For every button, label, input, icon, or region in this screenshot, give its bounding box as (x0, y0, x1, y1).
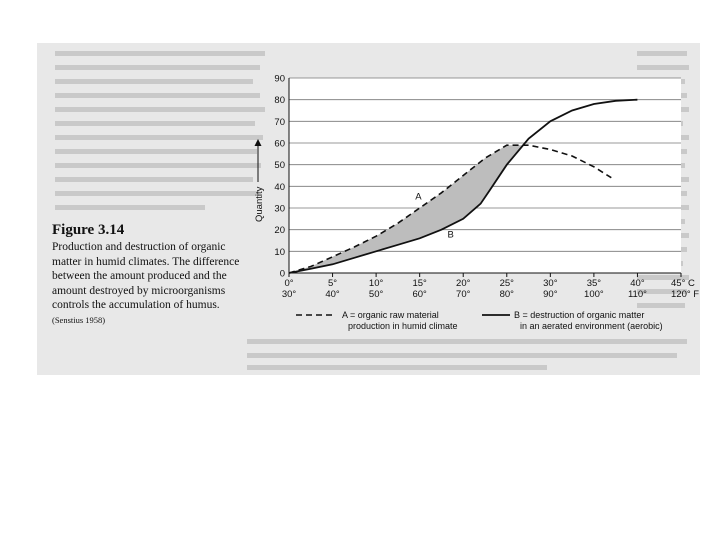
x-tick-label-fahrenheit: 70° (456, 289, 471, 300)
x-tick-label-fahrenheit: 40° (325, 289, 340, 300)
y-tick-label: 70 (274, 116, 285, 128)
x-tick-label-fahrenheit: 110° (627, 289, 647, 300)
x-tick-label-celsius: 45° C (671, 278, 695, 289)
x-tick-label-celsius: 35° (586, 278, 602, 289)
x-tick-label-celsius: 15° (412, 278, 427, 289)
y-tick-label: 80 (274, 95, 285, 107)
figure-source: (Senstius 1958) (52, 314, 106, 325)
y-tick-label: 0 (279, 268, 285, 280)
legend-b-text (514, 310, 663, 331)
x-tick-label-celsius: 5° (328, 278, 338, 289)
x-tick-label-celsius: 25° (499, 278, 514, 289)
y-axis-label: Quantity (254, 186, 265, 222)
x-tick-label-fahrenheit: 120° F (671, 289, 700, 300)
x-tick-label-celsius: 30° (543, 278, 558, 289)
y-tick-label: 60 (274, 138, 285, 150)
x-tick-label-celsius: 0° (284, 278, 294, 289)
series-a-label: A (415, 191, 422, 203)
y-axis-arrow-head-icon (255, 139, 262, 146)
y-tick-label: 40 (274, 181, 285, 193)
legend-b-text-line: in an aerated environment (aerobic) (520, 321, 663, 331)
x-tick-label-fahrenheit: 60° (412, 289, 427, 300)
x-tick-label-celsius: 10° (368, 278, 384, 289)
x-tick-label-fahrenheit: 100° (584, 289, 604, 300)
x-tick-label-celsius: 20° (456, 278, 471, 289)
y-tick-labels (274, 74, 285, 280)
y-tick-label: 10 (274, 246, 285, 258)
y-tick-label: 20 (274, 225, 285, 237)
legend-a-text (342, 310, 458, 331)
legend-a-text-line: A = organic raw material (342, 310, 439, 320)
x-tick-labels (282, 273, 699, 300)
y-tick-label: 30 (274, 203, 285, 215)
legend-a-text-line: production in humid climate (348, 321, 458, 331)
x-tick-label-fahrenheit: 80° (499, 289, 514, 300)
figure-number: Figure 3.14 (52, 222, 125, 238)
y-tick-label: 50 (274, 160, 285, 172)
figure-caption-text: Production and destruction of organic matter in humid climates. The difference between the amount produced and the amount destroyed by microorganisms controls the accumulation of humus. (52, 241, 240, 311)
y-tick-label: 90 (274, 73, 285, 85)
x-tick-label-fahrenheit: 30° (281, 289, 297, 300)
x-tick-label-fahrenheit: 50° (368, 289, 384, 300)
x-tick-label-fahrenheit: 90° (543, 289, 558, 300)
series-b-label: B (447, 229, 454, 241)
legend-b-text-line: B = destruction of organic matter (514, 310, 645, 320)
x-tick-label-celsius: 40° (630, 278, 645, 289)
